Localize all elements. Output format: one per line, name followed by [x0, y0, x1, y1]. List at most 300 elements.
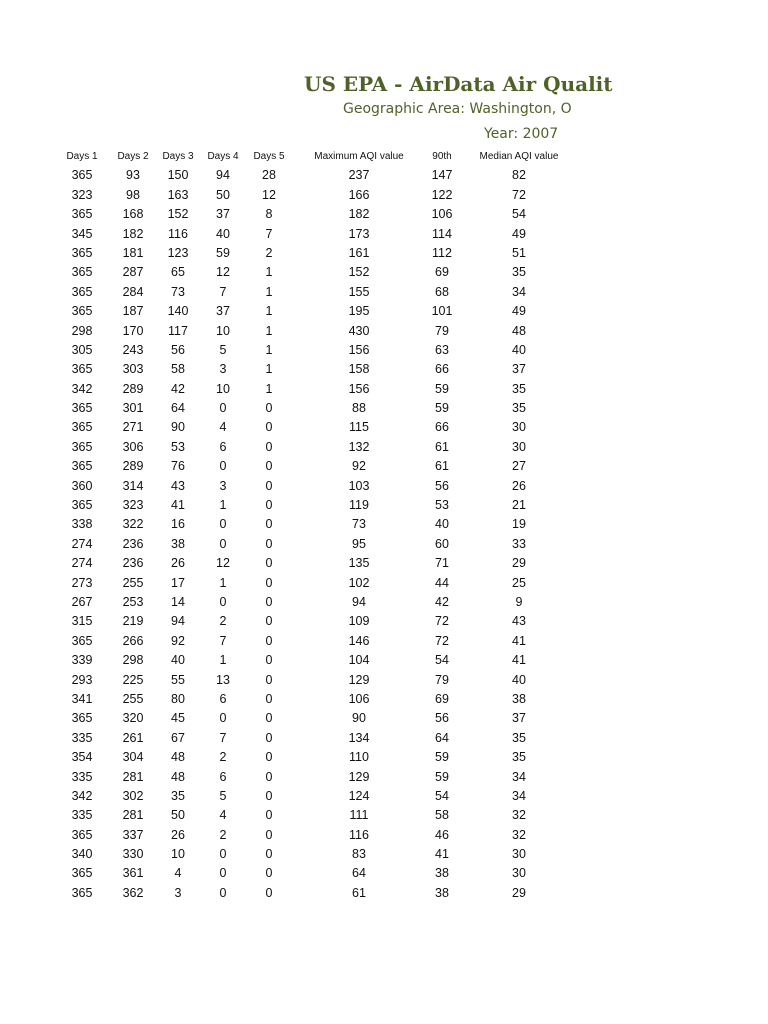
table-cell-max-aqi: 135	[348, 556, 370, 571]
table-cell-median-aqi: 19	[512, 517, 526, 532]
table-cell-days-4: 4	[219, 808, 227, 823]
table-cell-median-aqi: 49	[512, 226, 526, 241]
table-cell-days-2: 302	[122, 788, 144, 803]
table-cell-max-aqi: 195	[348, 304, 370, 319]
table-cell-days-4: 7	[219, 633, 227, 648]
table-cell-median-aqi: 38	[512, 691, 526, 706]
table-cell-p90: 59	[435, 381, 449, 396]
table-cell-p90: 58	[435, 808, 449, 823]
table-cell-max-aqi: 173	[348, 226, 370, 241]
table-cell-days-1: 340	[71, 847, 93, 862]
table-cell-days-1: 315	[71, 614, 93, 629]
table-cell-days-2: 271	[122, 420, 144, 435]
table-cell-days-3: 55	[171, 672, 185, 687]
table-cell-max-aqi: 111	[349, 808, 369, 823]
table-cell-days-5: 8	[265, 207, 273, 222]
table-cell-days-5: 0	[265, 478, 273, 493]
table-cell-days-1: 365	[71, 885, 93, 900]
table-cell-days-1: 273	[71, 575, 93, 590]
table-cell-max-aqi: 129	[348, 672, 370, 687]
table-cell-days-1: 305	[71, 342, 93, 357]
table-cell-median-aqi: 33	[512, 536, 526, 551]
column-header-median-aqi: Median AQI value	[479, 151, 559, 162]
table-cell-days-2: 337	[122, 827, 144, 842]
table-cell-days-4: 6	[219, 439, 227, 454]
table-cell-days-2: 301	[122, 401, 144, 416]
table-cell-max-aqi: 158	[348, 362, 370, 377]
table-cell-p90: 54	[435, 653, 449, 668]
table-cell-max-aqi: 124	[348, 788, 370, 803]
table-cell-days-5: 0	[265, 788, 273, 803]
table-cell-days-3: 50	[171, 808, 185, 823]
table-cell-days-1: 365	[71, 439, 93, 454]
table-cell-days-1: 365	[71, 168, 93, 183]
table-cell-days-5: 1	[265, 304, 273, 319]
table-cell-days-3: 48	[171, 750, 185, 765]
table-cell-days-2: 219	[122, 614, 144, 629]
table-cell-p90: 60	[435, 536, 449, 551]
table-cell-days-2: 303	[122, 362, 144, 377]
table-cell-days-2: 98	[126, 187, 140, 202]
table-cell-days-4: 5	[219, 342, 227, 357]
table-cell-p90: 38	[435, 866, 449, 881]
table-cell-p90: 61	[435, 459, 449, 474]
table-cell-p90: 147	[431, 168, 453, 183]
table-cell-median-aqi: 41	[512, 653, 526, 668]
table-cell-days-4: 7	[219, 730, 227, 745]
table-cell-median-aqi: 51	[512, 245, 526, 260]
table-cell-median-aqi: 27	[512, 459, 526, 474]
table-cell-days-4: 1	[219, 653, 227, 668]
table-cell-max-aqi: 110	[349, 750, 369, 765]
table-cell-days-3: 42	[171, 381, 185, 396]
report-title: US EPA - AirData Air Qualit	[304, 72, 613, 96]
table-cell-median-aqi: 30	[512, 866, 526, 881]
table-cell-days-5: 0	[265, 711, 273, 726]
table-cell-days-1: 365	[71, 265, 93, 280]
table-cell-days-5: 1	[265, 342, 273, 357]
table-cell-max-aqi: 106	[348, 691, 370, 706]
table-cell-days-1: 365	[71, 362, 93, 377]
table-cell-median-aqi: 41	[512, 633, 526, 648]
table-cell-days-3: 123	[167, 245, 189, 260]
table-cell-days-3: 35	[171, 788, 185, 803]
table-cell-days-3: 76	[171, 459, 185, 474]
table-cell-days-2: 93	[126, 168, 140, 183]
table-cell-days-5: 0	[265, 827, 273, 842]
table-cell-p90: 66	[435, 420, 449, 435]
table-cell-median-aqi: 21	[512, 498, 526, 513]
table-cell-max-aqi: 132	[348, 439, 370, 454]
table-cell-max-aqi: 115	[349, 420, 369, 435]
table-cell-days-5: 0	[265, 459, 273, 474]
column-header-days-1: Days 1	[66, 151, 98, 162]
report-header	[0, 0, 613, 150]
table-cell-days-3: 14	[171, 594, 185, 609]
table-cell-max-aqi: 129	[348, 769, 370, 784]
table-cell-p90: 112	[432, 245, 452, 260]
table-cell-p90: 42	[435, 594, 449, 609]
table-cell-days-5: 1	[265, 381, 273, 396]
table-cell-p90: 59	[435, 750, 449, 765]
table-cell-p90: 72	[435, 633, 449, 648]
table-cell-days-4: 0	[219, 594, 227, 609]
table-cell-days-5: 1	[265, 323, 273, 338]
column-header-days-3: Days 3	[162, 151, 194, 162]
table-cell-median-aqi: 82	[512, 168, 526, 183]
table-cell-days-2: 187	[122, 304, 144, 319]
table-cell-days-3: 58	[171, 362, 185, 377]
table-cell-days-4: 2	[219, 827, 227, 842]
table-cell-days-4: 1	[219, 575, 227, 590]
table-cell-max-aqi: 94	[352, 594, 366, 609]
table-cell-days-4: 0	[219, 885, 227, 900]
table-cell-median-aqi: 25	[512, 575, 526, 590]
table-cell-days-1: 365	[71, 304, 93, 319]
table-cell-median-aqi: 32	[512, 808, 526, 823]
table-cell-p90: 38	[435, 885, 449, 900]
table-cell-days-5: 0	[265, 575, 273, 590]
table-cell-days-4: 0	[219, 866, 227, 881]
table-cell-days-1: 365	[71, 498, 93, 513]
table-cell-days-2: 284	[122, 284, 144, 299]
table-cell-max-aqi: 109	[348, 614, 370, 629]
table-cell-days-5: 0	[265, 769, 273, 784]
table-cell-p90: 46	[435, 827, 449, 842]
table-cell-median-aqi: 49	[512, 304, 526, 319]
table-cell-days-4: 0	[219, 536, 227, 551]
table-cell-days-5: 1	[265, 362, 273, 377]
table-cell-days-3: 3	[174, 885, 182, 900]
table-cell-days-1: 267	[71, 594, 93, 609]
table-cell-days-1: 365	[71, 459, 93, 474]
table-cell-median-aqi: 30	[512, 847, 526, 862]
table-cell-days-1: 323	[71, 187, 93, 202]
table-cell-days-4: 0	[219, 711, 227, 726]
table-cell-days-4: 0	[219, 401, 227, 416]
table-cell-days-1: 365	[71, 827, 93, 842]
table-cell-days-2: 261	[122, 730, 144, 745]
table-cell-days-1: 335	[71, 769, 93, 784]
table-cell-max-aqi: 156	[348, 381, 370, 396]
column-header-p90: 90th	[432, 151, 452, 162]
table-cell-days-2: 181	[122, 245, 144, 260]
table-cell-days-3: 64	[171, 401, 185, 416]
table-cell-days-2: 225	[122, 672, 144, 687]
table-cell-days-5: 0	[265, 866, 273, 881]
table-cell-days-1: 274	[71, 536, 93, 551]
table-cell-median-aqi: 29	[512, 556, 526, 571]
table-cell-days-4: 12	[216, 556, 230, 571]
table-cell-days-5: 0	[265, 730, 273, 745]
table-cell-days-5: 0	[265, 672, 273, 687]
table-cell-max-aqi: 83	[352, 847, 366, 862]
table-cell-days-2: 236	[122, 556, 144, 571]
table-cell-p90: 72	[435, 614, 449, 629]
table-cell-median-aqi: 48	[512, 323, 526, 338]
table-cell-days-2: 287	[122, 265, 144, 280]
table-cell-days-2: 243	[122, 342, 144, 357]
column-header-days-5: Days 5	[253, 151, 285, 162]
table-cell-days-5: 0	[265, 691, 273, 706]
table-cell-days-3: 163	[167, 187, 189, 202]
table-cell-median-aqi: 9	[515, 594, 523, 609]
table-cell-days-2: 304	[122, 750, 144, 765]
table-cell-days-3: 92	[171, 633, 185, 648]
table-cell-days-2: 320	[122, 711, 144, 726]
table-cell-median-aqi: 37	[512, 711, 526, 726]
table-cell-max-aqi: 92	[352, 459, 366, 474]
table-cell-max-aqi: 104	[348, 653, 370, 668]
table-cell-p90: 64	[435, 730, 449, 745]
table-cell-p90: 59	[435, 769, 449, 784]
table-cell-days-1: 339	[71, 653, 93, 668]
table-cell-days-1: 365	[71, 633, 93, 648]
table-cell-median-aqi: 72	[512, 187, 526, 202]
table-cell-days-2: 330	[122, 847, 144, 862]
table-cell-days-5: 1	[265, 265, 273, 280]
table-cell-days-1: 365	[71, 284, 93, 299]
table-cell-p90: 69	[435, 691, 449, 706]
table-cell-days-5: 0	[265, 885, 273, 900]
table-cell-p90: 114	[432, 226, 452, 241]
table-cell-max-aqi: 146	[348, 633, 370, 648]
table-cell-days-1: 365	[71, 245, 93, 260]
table-cell-days-4: 2	[219, 614, 227, 629]
table-cell-days-1: 298	[71, 323, 93, 338]
table-cell-median-aqi: 30	[512, 439, 526, 454]
table-cell-days-4: 3	[219, 478, 227, 493]
table-cell-days-5: 28	[262, 168, 276, 183]
table-cell-days-5: 0	[265, 633, 273, 648]
table-cell-days-4: 12	[216, 265, 230, 280]
table-cell-days-4: 10	[216, 381, 230, 396]
table-cell-days-3: 26	[171, 827, 185, 842]
table-cell-median-aqi: 35	[512, 730, 526, 745]
table-cell-days-2: 289	[122, 381, 144, 396]
table-cell-days-2: 362	[122, 885, 144, 900]
table-cell-days-5: 0	[265, 420, 273, 435]
table-cell-max-aqi: 182	[348, 207, 370, 222]
table-cell-max-aqi: 134	[348, 730, 370, 745]
table-cell-days-2: 168	[122, 207, 144, 222]
table-cell-days-4: 40	[216, 226, 230, 241]
table-cell-days-3: 43	[171, 478, 185, 493]
table-cell-days-2: 281	[122, 769, 144, 784]
table-cell-days-3: 41	[171, 498, 185, 513]
table-cell-days-2: 266	[122, 633, 144, 648]
table-cell-max-aqi: 237	[348, 168, 370, 183]
table-cell-max-aqi: 161	[348, 245, 370, 260]
table-cell-p90: 101	[431, 304, 453, 319]
table-cell-p90: 54	[435, 788, 449, 803]
table-cell-days-5: 0	[265, 653, 273, 668]
table-cell-days-5: 0	[265, 808, 273, 823]
table-cell-days-2: 323	[122, 498, 144, 513]
table-cell-days-3: 26	[171, 556, 185, 571]
table-cell-days-2: 236	[122, 536, 144, 551]
table-cell-days-3: 17	[171, 575, 185, 590]
table-cell-days-4: 13	[216, 672, 230, 687]
table-cell-days-5: 0	[265, 614, 273, 629]
table-cell-max-aqi: 90	[352, 711, 366, 726]
table-cell-max-aqi: 166	[348, 187, 370, 202]
table-cell-days-2: 281	[122, 808, 144, 823]
table-cell-days-1: 365	[71, 420, 93, 435]
table-cell-days-5: 0	[265, 498, 273, 513]
table-cell-days-2: 322	[122, 517, 144, 532]
table-cell-median-aqi: 35	[512, 381, 526, 396]
table-cell-days-4: 59	[216, 245, 230, 260]
table-cell-days-4: 5	[219, 788, 227, 803]
table-cell-max-aqi: 156	[348, 342, 370, 357]
table-cell-days-2: 314	[122, 478, 144, 493]
table-cell-days-2: 306	[122, 439, 144, 454]
year-value: 2007	[522, 126, 559, 142]
year-label	[484, 126, 558, 142]
table-cell-days-3: 40	[171, 653, 185, 668]
table-cell-p90: 41	[435, 847, 449, 862]
table-cell-max-aqi: 430	[348, 323, 370, 338]
table-cell-p90: 66	[435, 362, 449, 377]
table-cell-days-1: 360	[71, 478, 93, 493]
column-header-days-4: Days 4	[207, 151, 239, 162]
table-cell-days-3: 45	[171, 711, 185, 726]
table-cell-p90: 68	[435, 284, 449, 299]
table-cell-days-4: 4	[219, 420, 227, 435]
table-cell-days-1: 365	[71, 866, 93, 881]
table-cell-median-aqi: 40	[512, 672, 526, 687]
table-cell-p90: 44	[435, 575, 449, 590]
table-cell-days-1: 345	[71, 226, 93, 241]
table-cell-days-3: 16	[171, 517, 185, 532]
table-cell-median-aqi: 30	[512, 420, 526, 435]
table-cell-p90: 122	[431, 187, 453, 202]
table-cell-median-aqi: 32	[512, 827, 526, 842]
table-cell-days-1: 354	[71, 750, 93, 765]
table-cell-max-aqi: 95	[352, 536, 366, 551]
table-cell-days-4: 0	[219, 459, 227, 474]
table-cell-days-1: 338	[71, 517, 93, 532]
table-cell-p90: 61	[435, 439, 449, 454]
table-cell-days-3: 67	[171, 730, 185, 745]
table-cell-p90: 79	[435, 323, 449, 338]
table-cell-days-5: 0	[265, 847, 273, 862]
table-cell-days-3: 80	[171, 691, 185, 706]
table-cell-max-aqi: 61	[352, 885, 366, 900]
table-cell-days-3: 140	[167, 304, 189, 319]
table-cell-days-5: 2	[265, 245, 273, 260]
table-cell-p90: 63	[435, 342, 449, 357]
table-cell-max-aqi: 116	[349, 827, 369, 842]
table-cell-max-aqi: 88	[352, 401, 366, 416]
table-cell-days-4: 0	[219, 847, 227, 862]
table-cell-median-aqi: 37	[512, 362, 526, 377]
table-cell-median-aqi: 34	[512, 769, 526, 784]
table-cell-median-aqi: 34	[512, 284, 526, 299]
table-cell-days-2: 298	[122, 653, 144, 668]
table-cell-p90: 40	[435, 517, 449, 532]
table-cell-days-5: 0	[265, 439, 273, 454]
table-cell-days-5: 0	[265, 750, 273, 765]
table-cell-days-2: 170	[122, 323, 144, 338]
table-cell-days-3: 73	[171, 284, 185, 299]
table-cell-days-1: 342	[71, 788, 93, 803]
table-cell-days-5: 0	[265, 594, 273, 609]
table-cell-days-4: 2	[219, 750, 227, 765]
table-cell-days-4: 6	[219, 769, 227, 784]
table-cell-days-3: 94	[171, 614, 185, 629]
table-cell-days-1: 342	[71, 381, 93, 396]
table-cell-median-aqi: 43	[512, 614, 526, 629]
table-cell-p90: 71	[435, 556, 449, 571]
table-cell-max-aqi: 102	[348, 575, 370, 590]
table-cell-median-aqi: 35	[512, 750, 526, 765]
table-cell-days-3: 150	[167, 168, 189, 183]
table-cell-days-3: 117	[168, 323, 188, 338]
table-cell-days-5: 0	[265, 556, 273, 571]
table-cell-days-5: 1	[265, 284, 273, 299]
table-cell-median-aqi: 35	[512, 401, 526, 416]
table-cell-days-3: 56	[171, 342, 185, 357]
table-cell-days-5: 12	[262, 187, 276, 202]
table-cell-days-1: 365	[71, 207, 93, 222]
table-cell-days-3: 38	[171, 536, 185, 551]
table-cell-days-4: 50	[216, 187, 230, 202]
table-cell-max-aqi: 64	[352, 866, 366, 881]
table-cell-days-4: 94	[216, 168, 230, 183]
table-cell-days-3: 48	[171, 769, 185, 784]
table-cell-max-aqi: 152	[348, 265, 370, 280]
table-cell-p90: 59	[435, 401, 449, 416]
table-cell-days-1: 335	[71, 730, 93, 745]
table-cell-days-4: 6	[219, 691, 227, 706]
table-cell-days-2: 361	[122, 866, 144, 881]
table-cell-days-4: 37	[216, 207, 230, 222]
table-cell-days-1: 341	[71, 691, 93, 706]
table-cell-median-aqi: 26	[512, 478, 526, 493]
table-cell-days-1: 365	[71, 711, 93, 726]
table-cell-days-5: 0	[265, 517, 273, 532]
table-cell-days-3: 116	[168, 226, 188, 241]
year-label-text: Year:	[484, 126, 519, 142]
table-cell-days-3: 53	[171, 439, 185, 454]
table-cell-p90: 56	[435, 478, 449, 493]
table-cell-days-2: 255	[122, 575, 144, 590]
table-cell-days-1: 365	[71, 401, 93, 416]
table-cell-days-5: 0	[265, 536, 273, 551]
table-cell-p90: 79	[435, 672, 449, 687]
table-cell-median-aqi: 54	[512, 207, 526, 222]
table-cell-days-2: 289	[122, 459, 144, 474]
table-cell-max-aqi: 103	[348, 478, 370, 493]
table-cell-p90: 56	[435, 711, 449, 726]
table-cell-days-5: 0	[265, 401, 273, 416]
table-cell-max-aqi: 155	[348, 284, 370, 299]
table-cell-days-4: 7	[219, 284, 227, 299]
table-cell-max-aqi: 119	[349, 498, 369, 513]
table-cell-days-2: 253	[122, 594, 144, 609]
table-cell-days-5: 7	[265, 226, 273, 241]
table-cell-days-1: 274	[71, 556, 93, 571]
table-cell-days-2: 255	[122, 691, 144, 706]
table-cell-days-3: 90	[171, 420, 185, 435]
column-header-max-aqi: Maximum AQI value	[314, 151, 404, 162]
table-cell-days-3: 152	[167, 207, 189, 222]
table-cell-days-4: 0	[219, 517, 227, 532]
table-cell-days-4: 1	[219, 498, 227, 513]
table-cell-median-aqi: 40	[512, 342, 526, 357]
